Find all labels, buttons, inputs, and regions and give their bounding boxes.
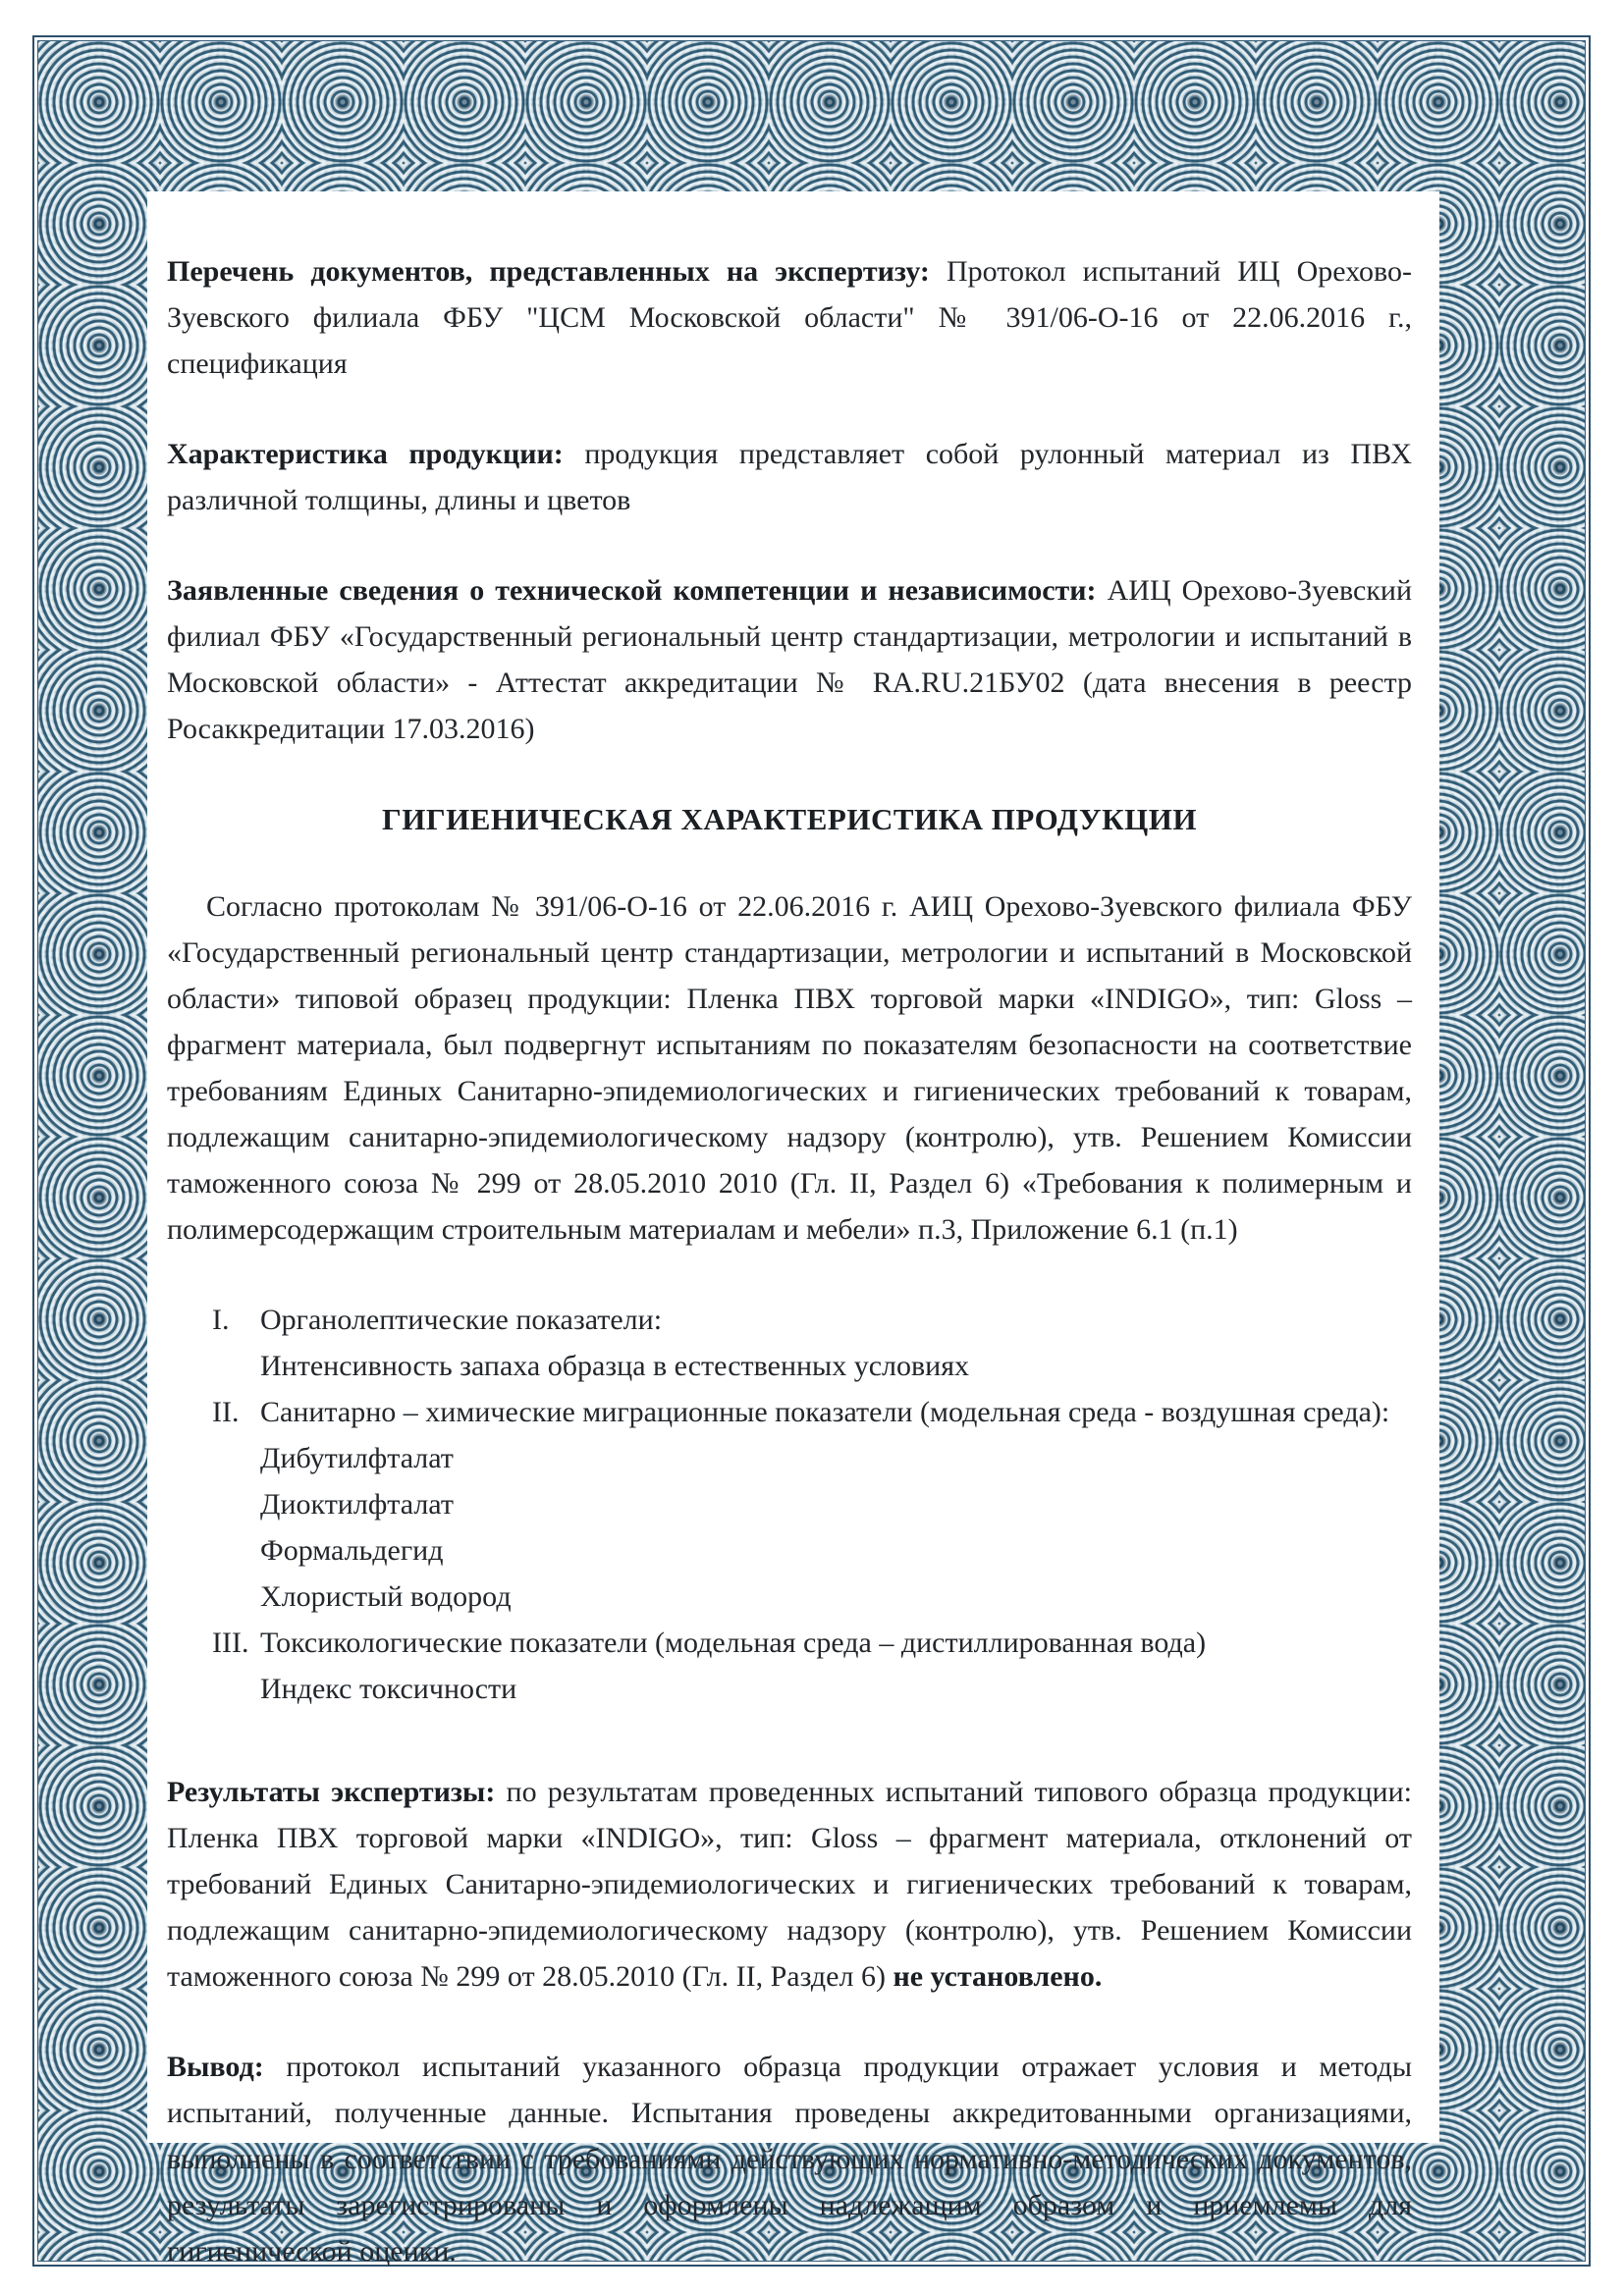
content-area bbox=[147, 191, 1439, 2268]
results-label: Результаты экспертизы: bbox=[167, 1776, 496, 1808]
list-item bbox=[167, 1389, 1412, 1620]
list-item-line: Дибутилфталат bbox=[260, 1442, 454, 1474]
competence-label: Заявленные сведения о технической компетенции и независимости: bbox=[167, 574, 1097, 607]
conclusion-text: протокол испытаний указанного образца продукции отражает условия и методы испытаний, полученные данные. Испытания проведены аккредитованными организациями, выполнены в соответствии с требованиями действующих нормативно-методических документов, результаты зарегистрированы и оформлены надлежащим образом и приемлемы для гигиенической оценки. bbox=[167, 2051, 1412, 2268]
paragraph-competence bbox=[167, 567, 1412, 752]
paragraph-protocol: Согласно протоколам № 391/06-О-16 от 22.06.2016 г. АИЦ Орехово-Зуевского филиала ФБУ «Государственный региональный центр стандартизации, метрологии и испытаний в Московской области» типовой образец продукции: Пленка ПВХ торговой марки «INDIGO», тип: Gloss – фрагмент материала, был подвергнут испытаниям по показателям безопасности на соответствие требованиям Единых Санитарно-эпидемиологических и гигиенических требований к товарам, подлежащим санитарно-эпидемиологическому надзору (контролю), утв. Решением Комиссии таможенного союза № 299 от 28.05.2010 2010 (Гл. II, Раздел 6) «Требования к полимерным и полимерсодержащим строительным материалам и мебели» п.3, Приложение 6.1 (п.1) bbox=[167, 890, 1413, 1246]
list-item-line: Хлористый водород bbox=[260, 1580, 512, 1613]
list-item-line: Интенсивность запаха образца в естественных условиях bbox=[260, 1350, 970, 1382]
paragraph-product-description bbox=[167, 431, 1412, 523]
conclusion-label: Вывод: bbox=[167, 2051, 264, 2083]
documents-list-label: Перечень документов, представленных на экспертизу: bbox=[167, 255, 930, 288]
indicators-list bbox=[167, 1297, 1412, 1712]
list-item bbox=[167, 1297, 1412, 1389]
list-item-line: Токсикологические показатели (модельная среда – дистиллированная вода) bbox=[260, 1627, 1207, 1659]
list-item bbox=[167, 1620, 1412, 1712]
documents-list-text: Протокол испытаний ИЦ Орехово-Зуевского филиала ФБУ "ЦСМ Московской области" № 391/06-О-16 от 22.06.2016 г., спецификация bbox=[167, 255, 1413, 380]
results-text: по результатам проведенных испытаний типового образца продукции: Пленка ПВХ торговой марки «INDIGO», тип: Gloss – фрагмент материала, отклонений от требований Единых Санитарно-эпидемиологических и гигиенических требований к товарам, подлежащим санитарно-эпидемиологическому надзору (контролю), утв. Решением Комиссии таможенного союза № 299 от 28.05.2010 (Гл. II, Раздел 6) bbox=[167, 1776, 1412, 1993]
list-item-line: Органолептические показатели: bbox=[260, 1304, 663, 1336]
list-item-line: Формальдегид bbox=[260, 1534, 444, 1567]
paragraph-documents-list bbox=[167, 248, 1412, 387]
list-item-line: Санитарно – химические миграционные показатели (модельная среда - воздушная среда): bbox=[260, 1396, 1390, 1428]
list-item-line: Диоктилфталат bbox=[260, 1488, 454, 1521]
paragraph-conclusion bbox=[167, 2044, 1412, 2274]
list-item-numeral: I. bbox=[212, 1304, 230, 1336]
list-item-numeral: II. bbox=[212, 1396, 240, 1428]
competence-text: АИЦ Орехово-Зуевский филиал ФБУ «Государственный региональный центр стандартизации, метрологии и испытаний в Московской области» - Аттестат аккредитации № RA.RU.21БУ02 (дата внесения в реестр Росаккредитации 17.03.2016) bbox=[167, 574, 1413, 745]
list-item-numeral: III. bbox=[212, 1627, 249, 1659]
results-verdict: не установлено. bbox=[893, 1960, 1103, 1993]
product-description-label: Характеристика продукции: bbox=[167, 438, 564, 470]
list-item-line: Индекс токсичности bbox=[260, 1673, 517, 1705]
product-description-text: продукция представляет собой рулонный материал из ПВХ различной толщины, длины и цветов bbox=[167, 438, 1412, 516]
page-title: ГИГИЕНИЧЕСКАЯ ХАРАКТЕРИСТИКА ПРОДУКЦИИ bbox=[382, 802, 1197, 836]
paragraph-results bbox=[167, 1769, 1412, 2000]
